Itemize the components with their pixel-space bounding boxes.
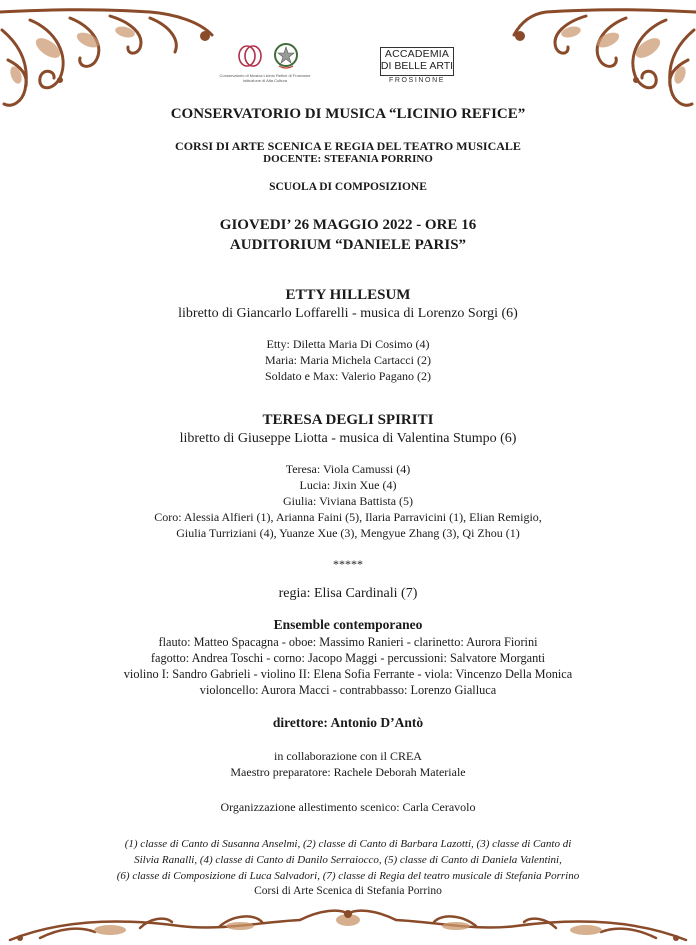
note-line-2: Silvia Ranalli, (4) classe di Canto di Danilo Serraiocco, (5) classe di Canto di Daniela Valentini, [134,854,562,866]
note-line-3: (6) classe di Composizione di Luca Salvadori, (7) classe di Regia del teatro musicale di Stefania Porrino [116,870,580,882]
ornament-top-left [0,0,215,110]
opera2-cast-1: Teresa: Viola Camussi (4) [285,462,411,476]
courses-title: CORSI DI ARTE SCENICA E REGIA DEL TEATRO MUSICALE [175,139,521,153]
ornament-bottom [0,900,696,945]
event-venue: AUDITORIUM “DANIELE PARIS” [229,237,467,253]
ensemble-line-3: violino I: Sandro Gabrieli - violino II: Elena Sofia Ferrante - viola: Vincenzo Della Monica [123,667,573,681]
opera1-credits: libretto di Giancarlo Loffarelli - musica di Lorenzo Sorgi (6) [178,306,518,321]
accademia-line2: DI BELLE ARTI [380,60,454,72]
teacher-line: DOCENTE: STEFANIA PORRINO [263,153,433,165]
notes-footer: Corsi di Arte Scenica di Stefania Porrino [254,885,442,897]
note-line-1: (1) classe di Canto di Susanna Anselmi, (2) classe di Canto di Barbara Lazotti, (3) classe di Canto di [124,838,572,850]
opera2-cast-5: Giulia Turriziani (4), Yuanze Xue (3), Mengyue Zhang (3), Qi Zhou (1) [176,526,520,540]
school-line: SCUOLA DI COMPOSIZIONE [269,181,427,193]
opera1-cast-3: Soldato e Max: Valerio Pagano (2) [264,369,432,383]
opera2-title: TERESA DEGLI SPIRITI [262,412,434,428]
ensemble-title: Ensemble contemporaneo [273,617,423,632]
institution-title: CONSERVATORIO DI MUSICA “LICINIO REFICE” [170,106,526,122]
opera2-cast-4: Coro: Alessia Alfieri (1), Arianna Faini (5), Ilaria Parravicini (1), Elian Remigio, [154,510,542,524]
conductor-line: direttore: Antonio D’Antò [272,715,424,730]
accademia-line3: FROSINONE [388,77,445,84]
opera2-cast-3: Giulia: Viviana Battista (5) [282,494,414,508]
conservatorio-ring-icon [237,44,263,68]
italian-republic-emblem-icon [273,42,299,70]
coach-line: Maestro preparatore: Rachele Deborah Materiale [230,765,466,779]
ensemble-line-4: violoncello: Aurora Macci - contrabbasso: Lorenzo Gialluca [199,683,497,697]
direction-line: regia: Elisa Cardinali (7) [278,586,418,601]
opera1-cast-1: Etty: Diletta Maria Di Cosimo (4) [266,337,430,351]
conservatorio-caption: Conservatorio di Musica Licinio Refice di Frosinone Istituzione di Alta Cultura [219,73,311,83]
accademia-logo [380,47,456,89]
event-date: GIOVEDI’ 26 MAGGIO 2022 - ORE 16 [219,217,477,233]
ensemble-line-1: flauto: Matteo Spacagna - oboe: Massimo Ranieri - clarinetto: Aurora Fiorini [158,635,538,649]
conservatorio-logo [207,42,323,92]
opera1-cast-2: Maria: Maria Michela Cartacci (2) [265,353,431,367]
collaboration-line: in collaborazione con il CREA [274,749,422,763]
ensemble-line-2: fagotto: Andrea Toschi - corno: Jacopo Maggi - percussioni: Salvatore Morganti [150,651,546,665]
opera2-credits: libretto di Giuseppe Liotta - musica di Valentina Stumpo (6) [179,431,517,446]
opera1-title: ETTY HILLESUM [285,287,411,303]
separator: ***** [333,557,363,571]
accademia-line1: ACCADEMIA [384,48,450,60]
ornament-top-right [510,0,696,110]
staging-line: Organizzazione allestimento scenico: Carla Ceravolo [220,800,476,814]
opera2-cast-2: Lucia: Jixin Xue (4) [299,478,397,492]
